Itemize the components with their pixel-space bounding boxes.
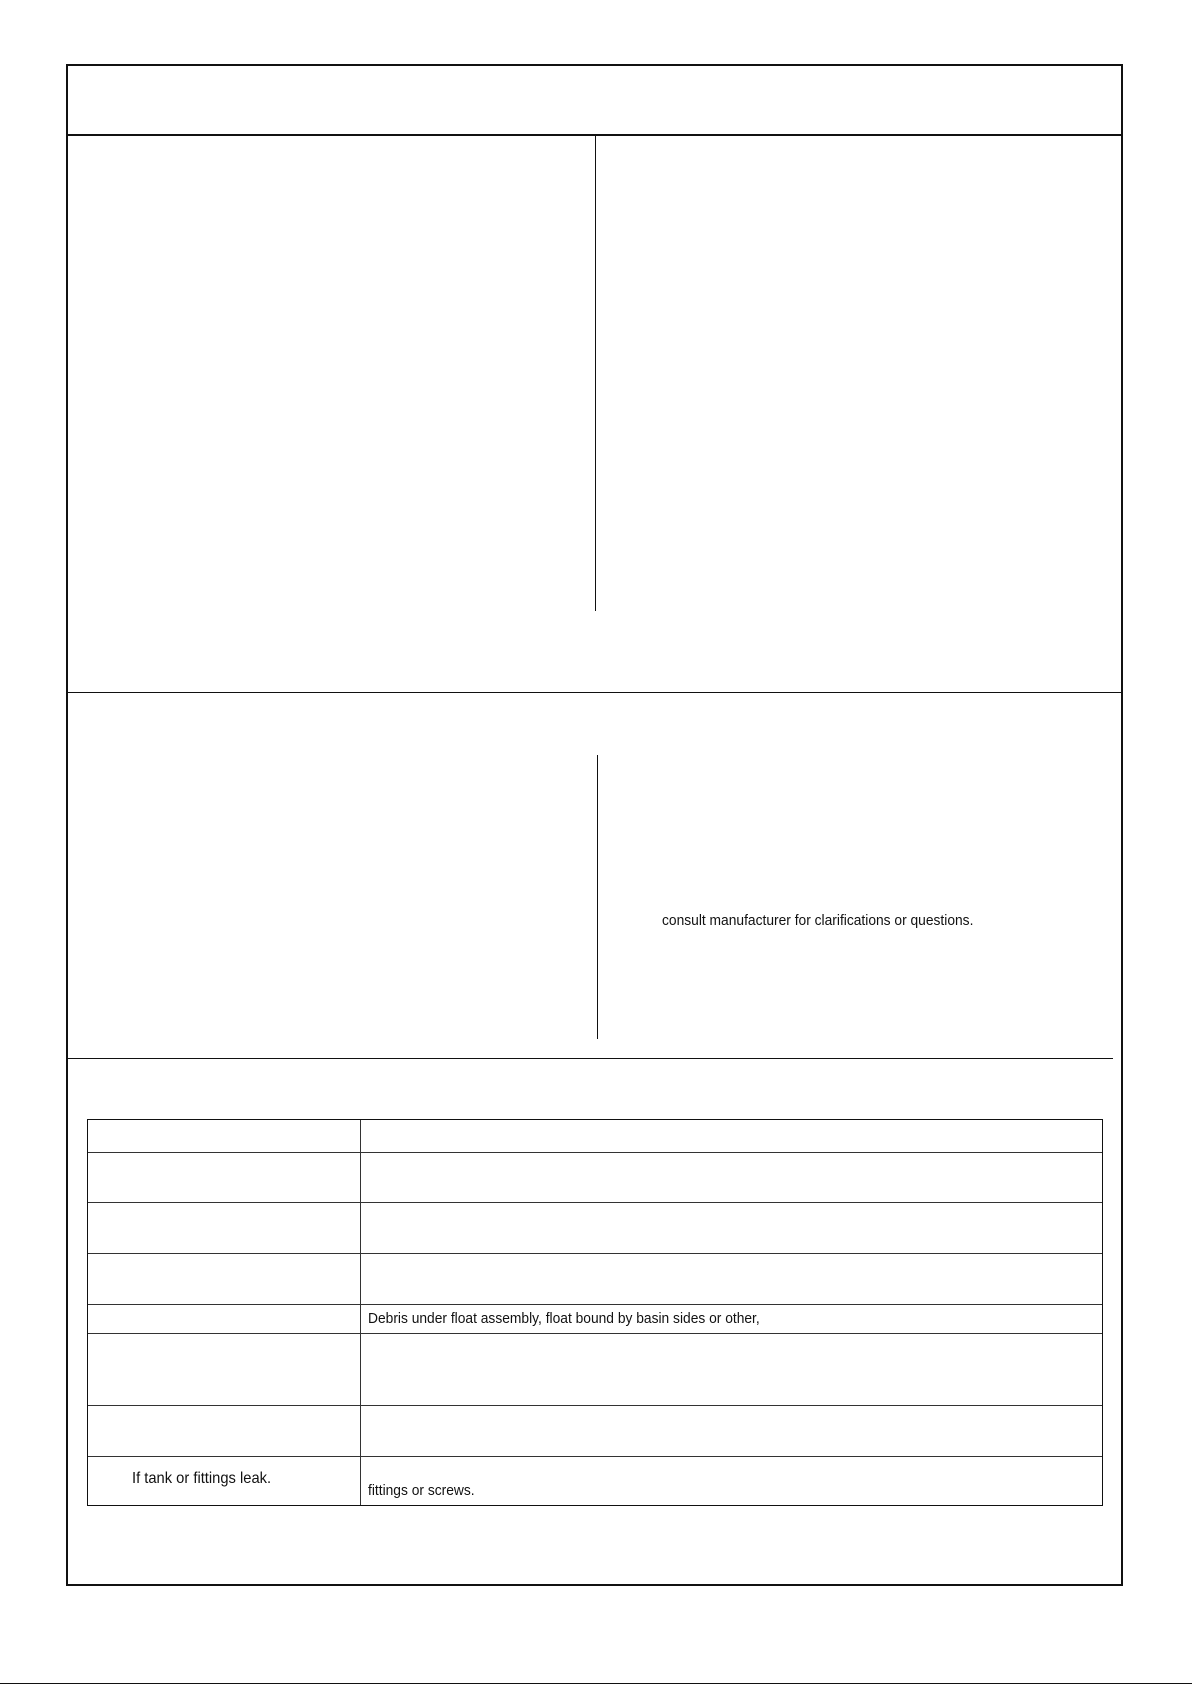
troubleshooting-table [87, 1119, 1103, 1506]
section-2-divider [66, 1058, 1113, 1059]
section-1-divider [66, 692, 1123, 693]
table-row-divider [88, 1456, 1102, 1457]
table-cell-problem: If tank or fittings leak. [132, 1470, 272, 1487]
table-row-divider [88, 1405, 1102, 1406]
table-row-divider [88, 1253, 1102, 1254]
consult-manufacturer-text: consult manufacturer for clarifications or questions. [662, 912, 974, 929]
section-2-column-divider [597, 755, 598, 1039]
table-cell-cause: fittings or screws. [368, 1482, 475, 1499]
section-1-column-divider [595, 136, 596, 611]
table-cell-cause: Debris under float assembly, float bound by basin sides or other, [368, 1310, 760, 1327]
table-row-divider [88, 1304, 1102, 1305]
page-bottom-rule [0, 1683, 1192, 1684]
table-row-divider [88, 1333, 1102, 1334]
table-column-divider [360, 1120, 361, 1505]
table-row-divider [88, 1202, 1102, 1203]
table-row-divider [88, 1152, 1102, 1153]
